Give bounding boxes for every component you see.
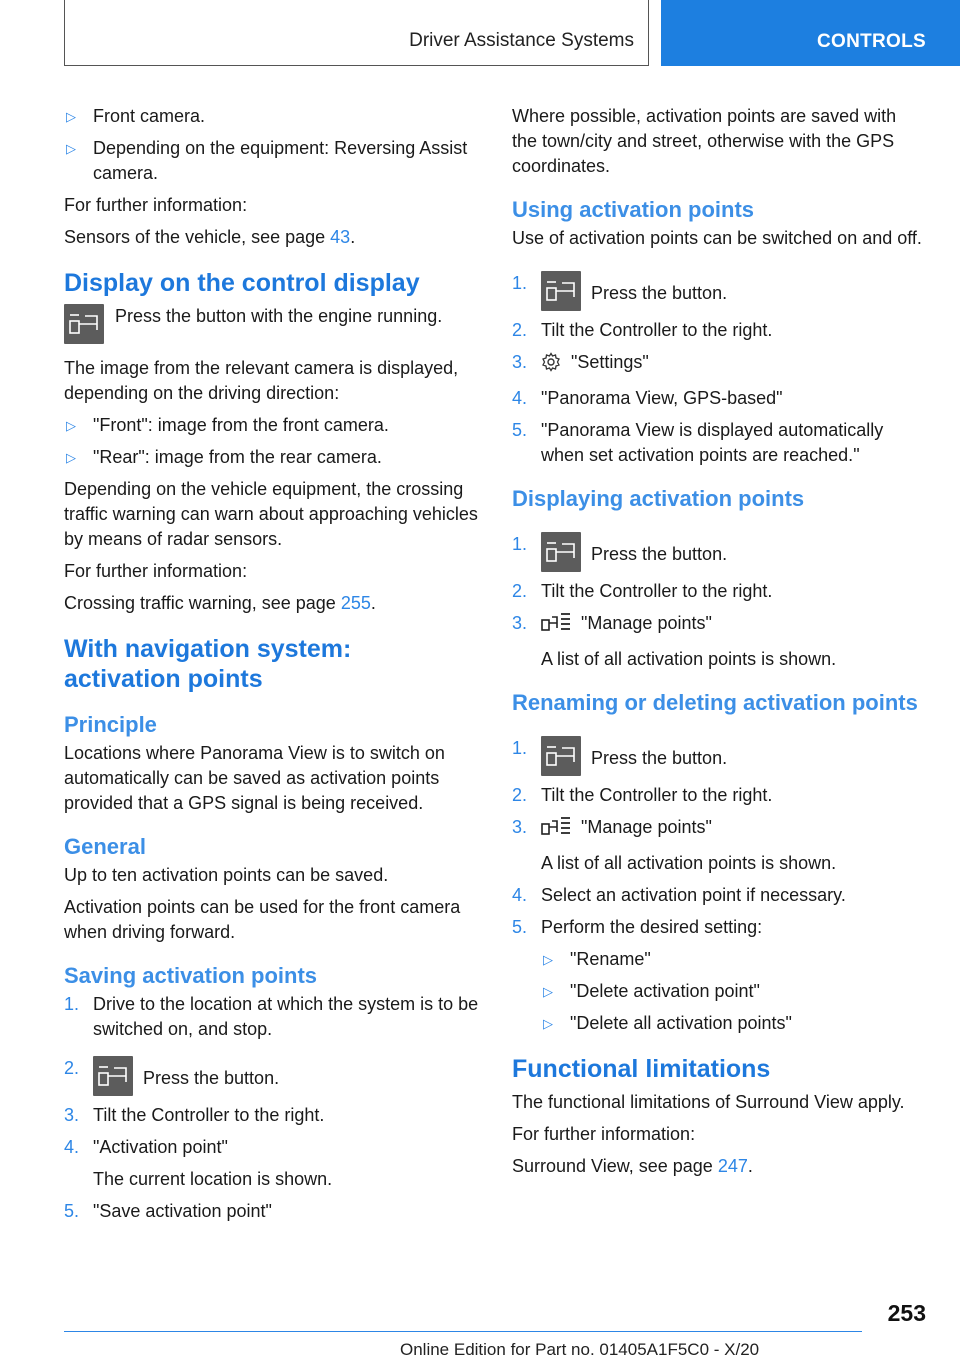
list-item: 1. Drive to the location at which the system is to be switched on, and stop. <box>64 994 479 1039</box>
press-engine-text: Press the button with the engine running. <box>115 306 443 326</box>
right-column <box>512 104 922 1186</box>
list-item: 3. "Settings" <box>512 350 922 379</box>
intro-text: Where possible, activation points are saved with the town/city and street, otherwise with the GPS coordinates. <box>512 106 897 176</box>
camera-button-icon <box>93 1056 133 1096</box>
triangle-bullet-icon: ▷ <box>543 952 553 967</box>
surround-reference: Surround View, see page 247. <box>512 1156 753 1176</box>
footer-edition: Online Edition for Part no. 01405A1F5C0 - X/20 <box>400 1340 760 1359</box>
list-item: 4. Select an activation point if necessary. <box>512 885 846 905</box>
footer-divider <box>64 1331 862 1332</box>
using-text: Use of activation points can be switched on and off. <box>512 228 922 248</box>
heading-using: Using activation points <box>512 197 755 222</box>
camera-button-icon <box>541 271 581 311</box>
manage-points-icon <box>541 611 571 640</box>
displaying-steps <box>512 532 922 672</box>
page-number: 253 <box>887 1300 926 1326</box>
header-section-title: Driver Assistance Systems <box>409 30 634 51</box>
list-item: 2. Tilt the Controller to the right. <box>512 581 773 601</box>
list-item: ▷ Depending on the equipment: Reversing Assist camera. <box>66 138 468 183</box>
gear-icon <box>541 352 561 379</box>
cross-reference: Crossing traffic warning, see page 255. <box>64 593 376 613</box>
header-chapter-tab <box>661 0 960 66</box>
list-item: 2. Tilt the Controller to the right. <box>512 785 773 805</box>
heading-limitations: Functional limitations <box>512 1055 771 1083</box>
limitations-text: The functional limitations of Surround View apply. <box>512 1092 905 1112</box>
further-info-label: For further information: <box>64 561 248 581</box>
heading-display: Display on the control display <box>64 269 420 297</box>
setting-options <box>541 947 922 1036</box>
list-item: 3. "Manage points" A list of all activation points is shown. <box>512 817 837 873</box>
page-link-255[interactable]: 255 <box>340 593 371 613</box>
heading-principle: Principle <box>64 712 157 737</box>
image-text: The image from the relevant camera is displayed, depending on the driving direction: <box>64 358 459 403</box>
camera-button-icon <box>541 736 581 776</box>
list-item: 3. "Manage points" A list of all activation points is shown. <box>512 613 837 669</box>
general-text-1: Up to ten activation points can be saved. <box>64 865 389 885</box>
list-item: 1. Press the button. <box>512 532 922 572</box>
triangle-bullet-icon: ▷ <box>66 141 76 156</box>
list-item: 5. Perform the desired setting: ▷ "Rename" ▷ "Delete activation point" ▷ "Delete all activation points" <box>512 915 922 1036</box>
further-info-label: For further information: <box>512 1124 696 1144</box>
heading-navigation: With navigation system: activation points <box>64 635 352 693</box>
page-link-43[interactable]: 43 <box>330 227 351 247</box>
list-item: 3. Tilt the Controller to the right. <box>64 1105 325 1125</box>
page-link-247[interactable]: 247 <box>717 1156 748 1176</box>
direction-list <box>64 413 482 470</box>
heading-renaming: Renaming or deleting activation points <box>512 690 918 715</box>
list-item: ▷ "Rename" <box>541 947 922 972</box>
left-column <box>64 104 482 1231</box>
triangle-bullet-icon: ▷ <box>66 109 76 124</box>
header-chapter-title: CONTROLS <box>816 31 926 52</box>
list-item: ▷ "Front": image from the front camera. <box>64 413 482 438</box>
triangle-bullet-icon: ▷ <box>543 1016 553 1031</box>
list-item: 2. Press the button. <box>64 1056 482 1096</box>
heading-general: General <box>64 834 146 859</box>
manage-points-icon <box>541 815 571 844</box>
heading-saving: Saving activation points <box>64 963 318 988</box>
triangle-bullet-icon: ▷ <box>66 418 76 433</box>
list-item: 5. "Save activation point" <box>64 1201 272 1221</box>
list-item: 5. "Panorama View is displayed automatically when set activation points are reached." <box>512 420 884 465</box>
further-info-label: For further information: <box>64 195 248 215</box>
list-item: ▷ "Rear": image from the rear camera. <box>64 445 482 470</box>
list-item: ▷ "Delete activation point" <box>541 979 922 1004</box>
sensors-reference: Sensors of the vehicle, see page 43. <box>64 227 356 247</box>
cross-traffic-text: Depending on the vehicle equipment, the crossing traffic warning can warn about approaching vehicles by means of radar sensors. <box>64 479 478 549</box>
list-item: ▷ Front camera. <box>64 104 482 129</box>
list-item: 4. "Activation point" The current location is shown. <box>64 1137 333 1189</box>
saving-steps <box>64 992 482 1224</box>
triangle-bullet-icon: ▷ <box>66 450 76 465</box>
renaming-steps <box>512 736 922 1036</box>
press-button-row <box>64 304 482 344</box>
list-item: 1. Press the button. <box>512 271 922 311</box>
principle-text: Locations where Panorama View is to switch on automatically can be saved as activation points provided that a GPS signal is being received. <box>64 743 445 813</box>
list-item: ▷ "Delete all activation points" <box>541 1011 922 1036</box>
heading-displaying: Displaying activation points <box>512 486 805 511</box>
general-text-2: Activation points can be used for the front camera when driving forward. <box>64 897 461 942</box>
camera-button-icon <box>541 532 581 572</box>
list-item: 1. Press the button. <box>512 736 922 776</box>
header-section-box <box>64 0 649 66</box>
camera-button-icon <box>64 304 104 344</box>
using-steps <box>512 271 922 468</box>
list-item: 4. "Panorama View, GPS-based" <box>512 388 783 408</box>
triangle-bullet-icon: ▷ <box>543 984 553 999</box>
list-item: 2. Tilt the Controller to the right. <box>512 320 773 340</box>
camera-list <box>64 104 482 186</box>
